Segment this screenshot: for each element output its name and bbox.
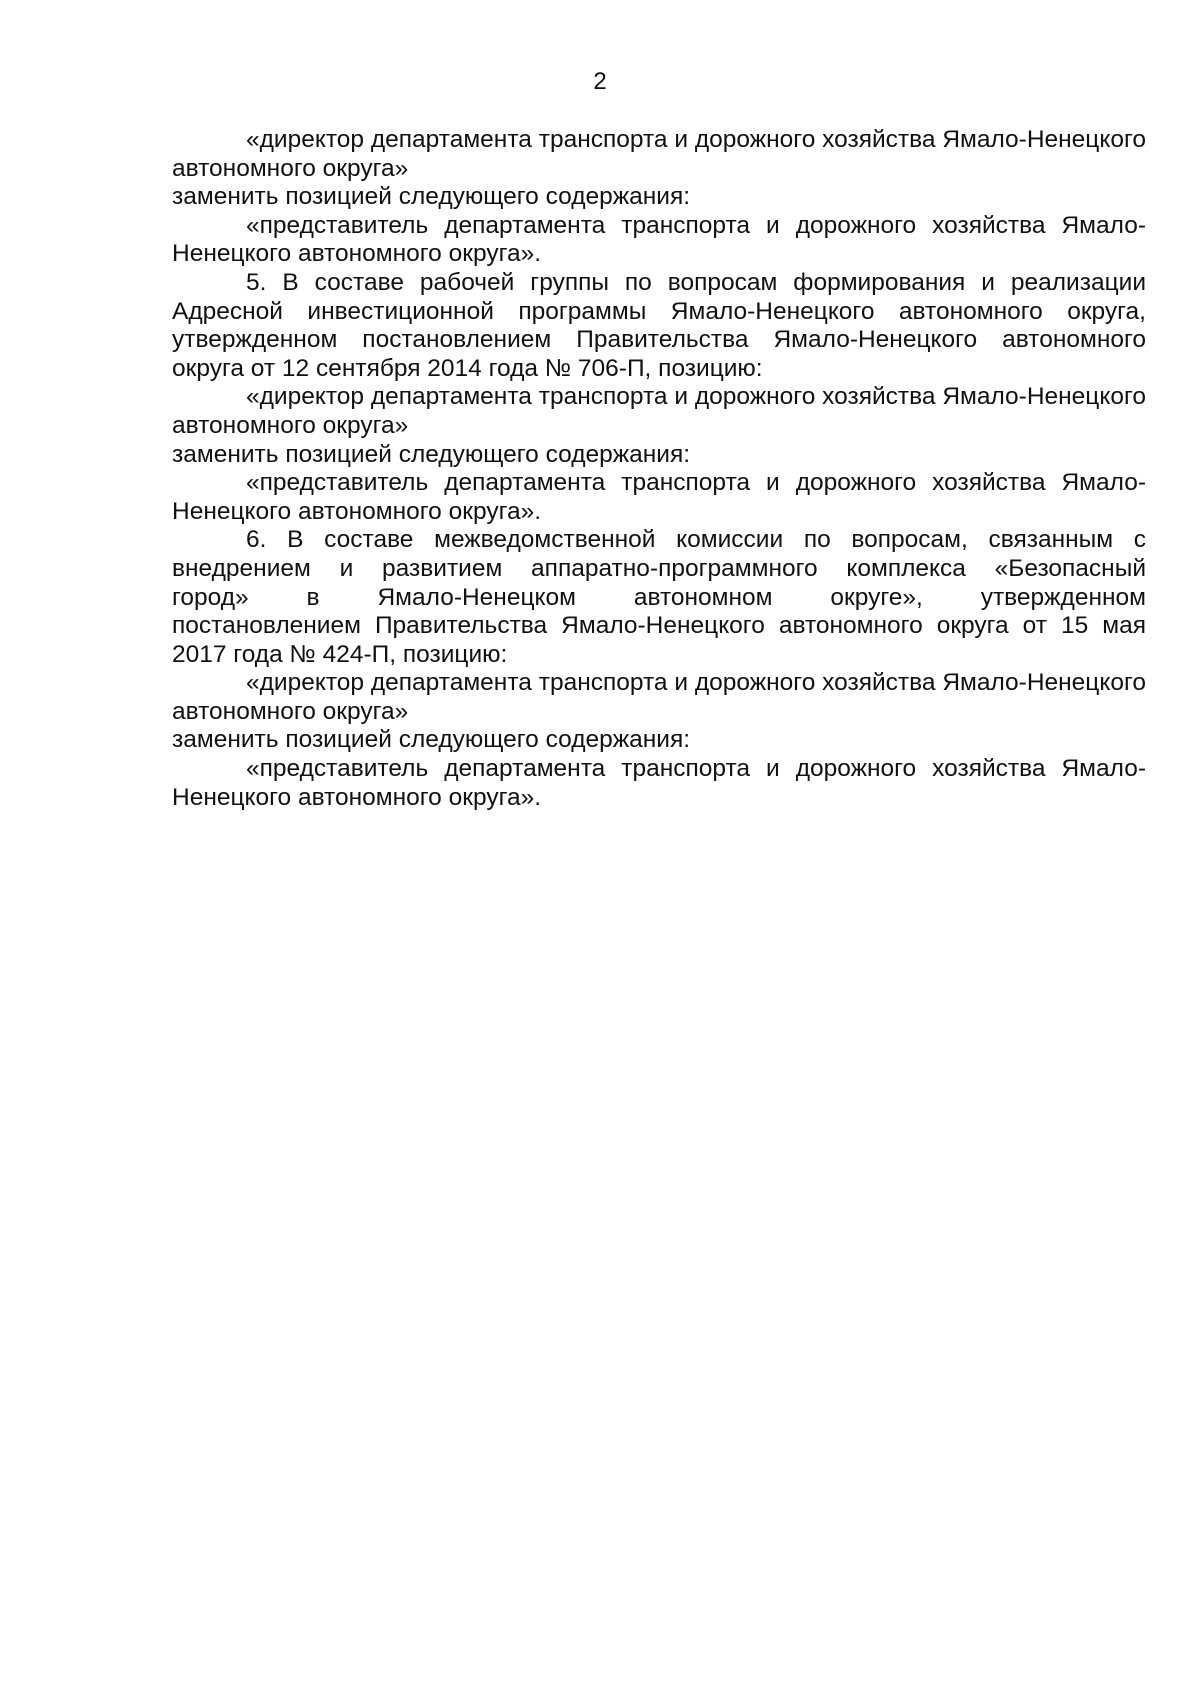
paragraph-new-position-3: «представитель департамента транспорта и дорожного хозяйства Ямало-Ненецкого автономного округа». [172, 755, 1146, 811]
page-number: 2 [593, 68, 607, 95]
paragraph-replace-instruction-2: заменить позицией следующего содержания: [172, 440, 691, 468]
paragraph-old-position-3: «директор департамента транспорта и дорожного хозяйства Ямало-Ненецкого автономного округа» [172, 669, 1146, 725]
paragraph-replace-instruction-1: заменить позицией следующего содержания: [172, 183, 691, 211]
paragraph-replace-instruction-3: заменить позицией следующего содержания: [172, 726, 691, 754]
paragraph-item-5: 5. В составе рабочей группы по вопросам формирования и реализации Адресной инвестиционной программы Ямало-Ненецкого автономного округа, утвержденном постановлением Правительства Ямало-Ненецкого автономного округа от 12 сентября 2014 года № 706-П, позицию: [172, 268, 1146, 382]
paragraph-item-6-part-2: город» в Ямало-Ненецком автономном округе», утвержденном [172, 583, 1146, 611]
paragraph-new-position-2: «представитель департамента транспорта и дорожного хозяйства Ямало-Ненецкого автономного округа». [172, 469, 1146, 525]
paragraph-new-position-1: «представитель департамента транспорта и дорожного хозяйства Ямало-Ненецкого автономного округа». [172, 211, 1146, 268]
paragraph-old-position-2: «директор департамента транспорта и дорожного хозяйства Ямало-Ненецкого автономного округа» [172, 383, 1146, 439]
paragraph-old-position-1: «директор департамента транспорта и дорожного хозяйства Ямало-Ненецкого автономного округа» [172, 126, 1146, 182]
document-body [172, 126, 1146, 812]
paragraph-item-6-part-1: 6. В составе межведомственной комиссии по вопросам, связанным с внедрением и развитием аппаратно-программного комплекса «Безопасный [172, 526, 1146, 582]
paragraph-item-6-part-3: постановлением Правительства Ямало-Ненецкого автономного округа от 15 мая 2017 года № 424-П, позицию: [172, 612, 1146, 668]
